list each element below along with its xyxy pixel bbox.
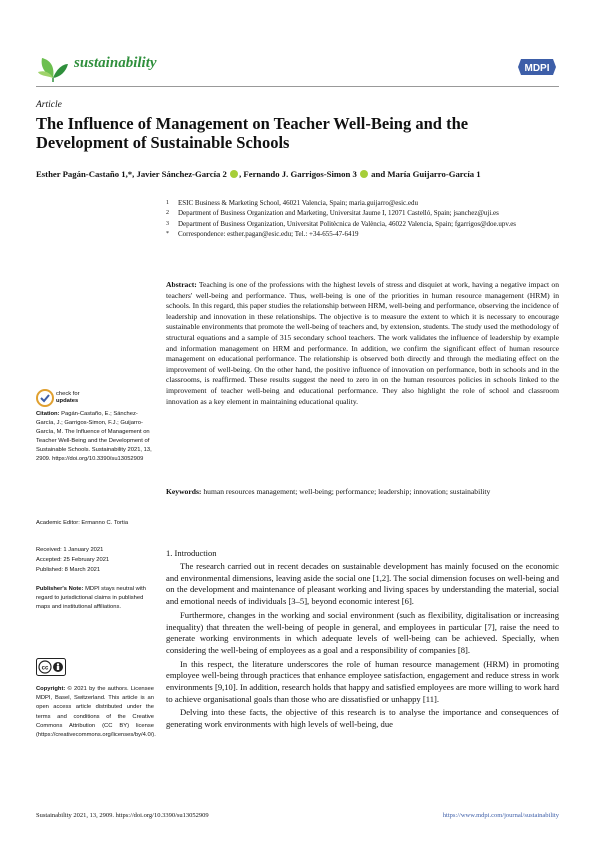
citation-text: Pagán-Castaño, E.; Sánchez-García, J.; Garrigos-Simon, F.J.; Guijarro-García, M. The Influence of Management on Teacher Well-Being and the Development of Sustainable Schools. Sustainability 2021, 13, 2909. https://doi.org/10.3390/su13052909 — [36, 411, 152, 462]
accepted-date: Accepted: 25 February 2021 — [36, 556, 110, 563]
body-paragraph: In this respect, the literature underscores the role of human resource management (HRM) in promoting employee well-being through practices that enhance employee satisfaction, engagement and reduce stress in work environments [9,10]. In addition, research holds that happy and satisfied employees are more willing to work hard to achieve organisational goals than those who are dissatisfied or unhappy [11]. — [166, 658, 559, 704]
keywords-text: human resources management; well-being; performance; leadership; innovation; sustainability — [203, 487, 491, 496]
affiliation-text: Department of Business Organization and Marketing, Universitat Jaume I, 12071 Castelló, Spain; jsanchez@uji.es — [178, 209, 499, 218]
journal-name: sustainability — [74, 55, 157, 71]
copyright-label: Copyright: — [36, 686, 66, 692]
check-updates-text — [56, 391, 80, 404]
orcid-icon[interactable] — [360, 170, 368, 178]
check-updates-icon — [36, 388, 54, 408]
affiliation-row — [166, 219, 559, 229]
body-text — [166, 561, 559, 733]
affiliation-text: Correspondence: esther.pagan@esic.edu; Tel.: +34-655-47-6419 — [178, 229, 359, 238]
publisher-name: MDPI — [524, 63, 550, 74]
orcid-icon[interactable] — [230, 170, 238, 178]
affiliation-row — [166, 229, 559, 239]
author-list — [36, 169, 576, 179]
abstract — [166, 280, 559, 407]
section-heading: 1. Introduction — [166, 548, 217, 558]
check-updates-line2: updates — [56, 397, 79, 404]
creative-commons-icon[interactable] — [36, 658, 66, 676]
affiliation-row — [166, 208, 559, 218]
affiliation-row — [166, 198, 559, 208]
cc-label: cc — [41, 665, 49, 672]
affiliations — [166, 198, 559, 239]
footer-citation[interactable]: Sustainability 2021, 13, 2909. https://doi.org/10.3390/su13052909 — [36, 812, 209, 819]
affiliation-mark: * — [166, 230, 169, 237]
author-3: , Fernando J. Garrigos-Simon 3 — [239, 169, 357, 179]
article-title: The Influence of Management on Teacher Well-Being and the Development of Sustainable Schools — [36, 114, 469, 152]
author-4: and María Guijarro-García 1 — [369, 169, 481, 179]
publisher-note-label: Publisher's Note: — [36, 586, 84, 592]
received-date: Received: 1 January 2021 — [36, 547, 104, 553]
published-date: Published: 8 March 2021 — [36, 566, 101, 573]
affiliation-text: Department of Business Organization, Universitat Politècnica de València, 46022 Valencia, Spain; fgarrigos@doe.upv.es — [178, 219, 517, 228]
abstract-text: Teaching is one of the professions with the highest levels of stress and disquiet at work, having a negative impact on teachers' well-being and performance. Thus, well-being is one of the priorities in human resource management (HRM) in schools. In this regard, this paper studies the relationship between HRM, well-being and performance, observing the incidence of leadership and innovation in these relationships. The objective is to measure the extent to which it is necessary to encourage sustainable environments that promote the well-being of teachers and, by extension, students. The study used the methodology of structural equations and a sample of 315 secondary school teachers. The work validates the influence of leadership by example and information management on HRM and performance. In addition, we confirm the significant effect of human resource management on educational performance. The relationship is observed both directly and through the mediating effect on the improvement of well-being. On the other hand, the positive influence of innovation on performance, both in schools and in the classrooms, is reaffirmed. These results suggest the need to zero in on the human resources policies in schools linked to the improvement of teacher well-being and educational performance. They also highlight the role of school and classroom innovation as a key element in maintaining educational quality. — [166, 280, 559, 406]
author-2: Javier Sánchez-García 2 — [136, 169, 227, 179]
publisher-note-text: MDPI stays neutral with regard to jurisdictional claims in published maps and institutional affiliations. — [36, 586, 146, 610]
affiliation-mark: 2 — [166, 210, 169, 217]
affiliation-text: ESIC Business & Marketing School, 46021 Valencia, Spain; maria.guijarro@esic.edu — [178, 199, 418, 207]
mdpi-logo-icon — [517, 57, 557, 77]
abstract-label: Abstract: — [166, 280, 197, 289]
author-1: Esther Pagán-Castaño 1,*, — [36, 169, 137, 179]
citation — [36, 410, 154, 463]
publication-dates — [36, 546, 154, 575]
affiliation-mark: 3 — [166, 220, 169, 227]
academic-editor: Academic Editor: Ermanno C. Tortia — [36, 520, 129, 526]
copyright-text: © 2021 by the authors. Licensee MDPI, Basel, Switzerland. This article is an open access article distributed under the terms and conditions of the Creative Commons Attribution (CC BY) license (https://creativecommons.org/licenses/by/4.0/). — [36, 686, 156, 739]
publisher-note — [36, 585, 154, 612]
citation-label: Citation: — [36, 411, 60, 417]
journal-logo-icon — [36, 52, 70, 82]
copyright — [36, 685, 154, 740]
article-type: Article — [36, 100, 62, 110]
body-paragraph: Furthermore, changes in the working and social environment (such as flexibility, digitalisation or increasing inequality) that threaten the well-being of people in general, and employees in particular [7], raise the need to generate working environments in which adequate levels of well-being can be achieved. Specially, when considering the well-being of employees as a goal and a responsibility of companies [8]. — [166, 609, 559, 655]
check-updates-line1: check for — [56, 391, 80, 397]
keywords-label: Keywords: — [166, 487, 202, 496]
body-paragraph: The research carried out in recent decades on sustainable development has mainly focused on the economic and environmental dimensions, leaving aside the social one [1,2]. The social dimension focuses on well-being and on the development and maintenance of pleasant working and living spaces by understanding the material, social and emotional needs of individuals [3–5], beyond economic interest [6]. — [166, 561, 559, 607]
affiliation-mark: 1 — [166, 200, 169, 206]
check-for-updates-button[interactable] — [36, 388, 96, 408]
header-divider — [36, 86, 559, 87]
keywords — [166, 487, 559, 498]
footer-journal-link[interactable]: https://www.mdpi.com/journal/sustainability — [442, 812, 559, 819]
body-paragraph: Delving into these facts, the objective of this research is to analyse the importance and consequences of generating work environments with high levels of well-being, due — [166, 707, 559, 730]
